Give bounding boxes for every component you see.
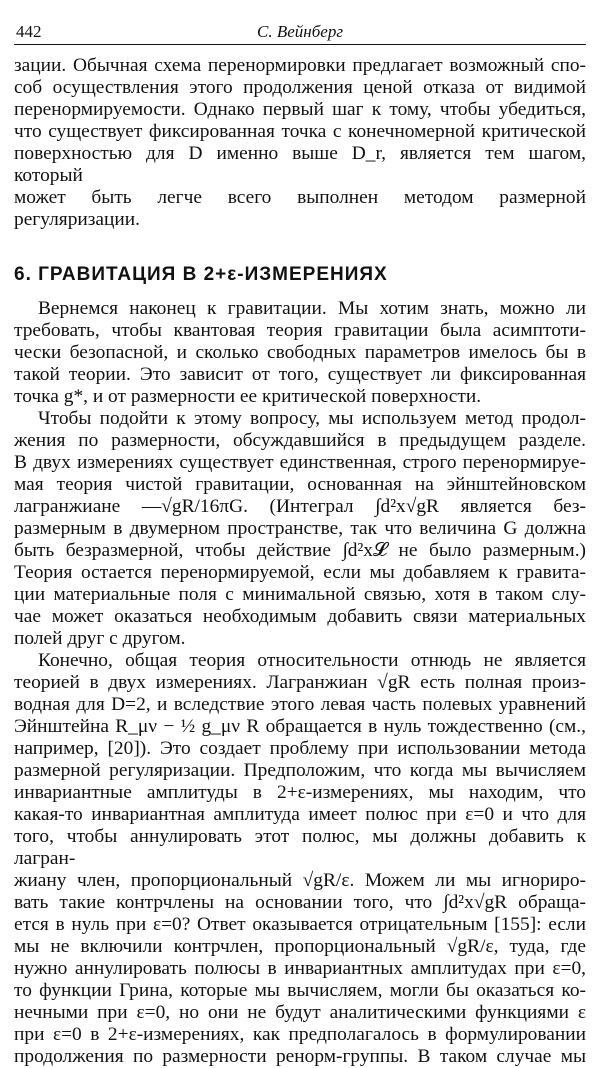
text-line: мы не включили контрчлен, пропорциональный √gR/ε, туда, где (14, 936, 586, 957)
text-line: перенормируемости. Однако первый шаг к тому, чтобы убедиться, (14, 99, 586, 120)
text-line: такой теории. Это зависит от того, существует ли фиксированная (14, 364, 586, 385)
text-line: Эйнштейна R_μν − ½ g_μν R обращается в нуль тождественно (см., (14, 716, 586, 737)
paragraph-intro (14, 298, 586, 408)
text-line: соб осуществления этого продолжения ценой отказа от видимой (14, 77, 586, 98)
text-line: жения по размерности, обсуждавшийся в предыдущем разделе. (14, 430, 586, 451)
text-line: полей друг с другом. (14, 628, 186, 649)
text-line: нечными при ε=0, но они не будут аналитическими функциями ε (14, 1002, 586, 1023)
text-line: поверхностью для D именно выше D_r, является тем шагом, который (14, 143, 586, 186)
page-number: 442 (16, 22, 42, 41)
text-line: теорией в двух измерениях. Лагранжиан √gR есть полная произ- (14, 672, 586, 693)
text-line: точка g*, и от размерности ее критической поверхности. (14, 386, 482, 407)
text-line: водная для D=2, и вследствие этого левая часть полевых уравнений (14, 694, 586, 715)
text-line: зации. Обычная схема перенормировки предлагает возможный спо- (14, 55, 586, 76)
body-text (14, 55, 586, 1068)
page-header (14, 14, 586, 45)
section-heading: 6. ГРАВИТАЦИЯ В 2+ε-ИЗМЕРЕНИЯХ (14, 264, 388, 285)
text-line: мая теория чистой гравитации, основанная на эйнштейновском (14, 474, 586, 495)
text-line: чески безопасной, и сколько свободных параметров имелось бы в (14, 342, 586, 363)
text-line: лагранжиане —√gR/16πG. (Интеграл ∫d²x√gR является без- (14, 496, 586, 517)
text-line: чае может оказаться необходимым добавить связи материальных (14, 606, 586, 627)
text-line: размерным в двумерном пространстве, так что величина G должна (14, 518, 586, 539)
text-line: того, чтобы аннулировать этот полюс, мы должны добавить к лагран- (14, 826, 586, 869)
text-line: продолжения по размерности ренорм-группы. В таком случае мы (14, 1046, 586, 1067)
running-title: С. Вейнберг (257, 22, 343, 41)
paragraph-method (14, 408, 586, 650)
text-line: вать такие контрчлены на основании того, что ∫d²x√gR обраща- (14, 892, 586, 913)
text-line: Чтобы подойти к этому вопросу, мы используем метод продол- (38, 408, 586, 429)
paragraph-continuation (14, 55, 586, 231)
text-line: Вернемся наконец к гравитации. Мы хотим знать, можно ли (38, 298, 586, 319)
text-line: размерной регуляризации. Предположим, что когда мы вычисляем (14, 760, 586, 781)
text-line: какая-то инвариантная амплитуда имеет полюс при ε=0 и что для (14, 804, 586, 825)
text-line: Теория остается перенормируемой, если мы добавляем к гравита- (14, 562, 586, 583)
text-line: В двух измерениях существует единственная, строго перенормируе- (14, 452, 586, 473)
text-line: ции материальные поля с минимальной связью, хотя в таком слу- (14, 584, 586, 605)
text-line: что существует фиксированная точка с конечномерной критической (14, 121, 586, 142)
text-line: Конечно, общая теория относительности отнюдь не является (38, 650, 586, 671)
text-line: при ε=0 в 2+ε-измерениях, как предполагалось в формулировании (14, 1024, 586, 1045)
text-line: то функции Грина, которые мы вычисляем, могли бы оказаться ко- (14, 980, 586, 1001)
paragraph-general-relativity (14, 650, 586, 1068)
text-line: нужно аннулировать полюсы в инвариантных амплитудах при ε=0, (14, 958, 586, 979)
text-line: например, [20]). Это создает проблему при использовании метода (14, 738, 586, 759)
text-line: инвариантные амплитуды в 2+ε-измерениях, мы находим, что (14, 782, 586, 803)
text-line: жиану член, пропорциональный √gR/ε. Можем ли мы игнориро- (14, 870, 586, 891)
text-line: может быть легче всего выполнен методом размерной регуляризации. (14, 187, 586, 230)
text-line: требовать, чтобы квантовая теория гравитации была асимптоти- (14, 320, 586, 341)
text-line: быть безразмерной, чтобы действие ∫d²x𝓛 не было размерным.) (14, 540, 586, 561)
text-line: ется в нуль при ε=0? Ответ оказывается отрицательным [155]: если (14, 914, 586, 935)
